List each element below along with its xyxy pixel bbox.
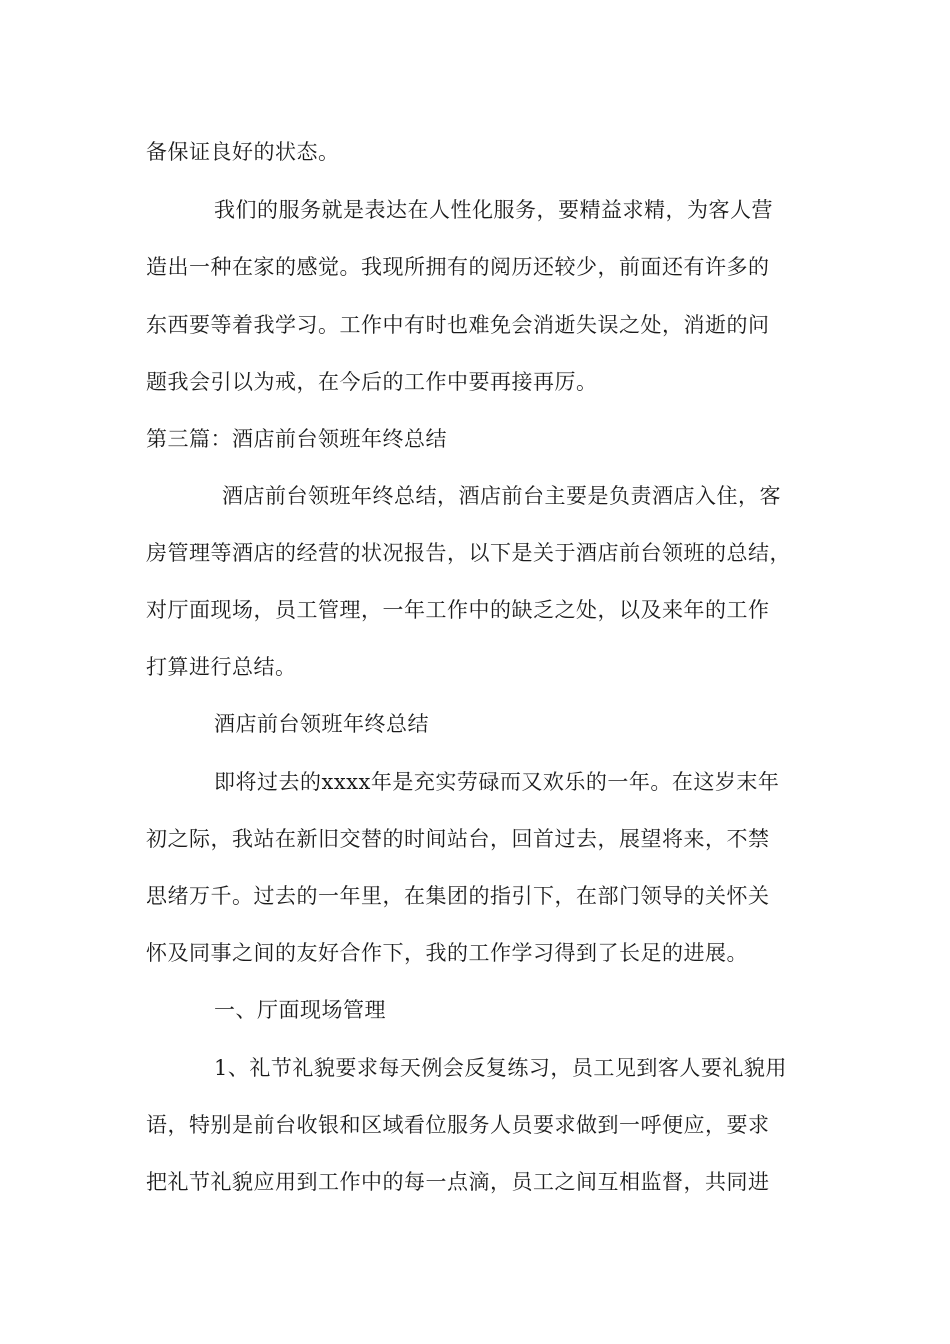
paragraph-start-line: 我们的服务就是表达在人性化服务，要精益求精，为客人营 (214, 198, 773, 222)
text-line: 打算进行总结。 (146, 655, 297, 679)
text-line: 思绪万千。过去的一年里，在集团的指引下，在部门领导的关怀关 (146, 884, 770, 908)
text-line: 东西要等着我学习。工作中有时也难免会消逝失误之处，消逝的问 (146, 313, 770, 337)
text-line: 题我会引以为戒，在今后的工作中要再接再厉。 (146, 370, 598, 394)
paragraph-start-line: 酒店前台领班年终总结，酒店前台主要是负责酒店入住，客 (222, 484, 781, 508)
text-line: 备保证良好的状态。 (146, 140, 340, 164)
text-line: 初之际，我站在新旧交替的时间站台，回首过去，展望将来，不禁 (146, 827, 770, 851)
text-line: 语，特别是前台收银和区域看位服务人员要求做到一呼便应，要求 (146, 1113, 770, 1137)
text-line: 把礼节礼貌应用到工作中的每一点滴，员工之间互相监督，共同进 (146, 1170, 770, 1194)
text-line: 怀及同事之间的友好合作下，我的工作学习得到了长足的进展。 (146, 941, 748, 965)
subsection-heading: 一、厅面现场管理 (214, 998, 386, 1022)
paragraph-start-line: 1、礼节礼貌要求每天例会反复练习，员工见到客人要礼貌用 (214, 1056, 787, 1080)
text-line: 对厅面现场，员工管理，一年工作中的缺乏之处，以及来年的工作 (146, 598, 770, 622)
paragraph-start-line: 即将过去的xxxx年是充实劳碌而又欢乐的一年。在这岁末年 (214, 770, 780, 794)
section-heading: 第三篇：酒店前台领班年终总结 (146, 427, 447, 451)
text-line: 房管理等酒店的经营的状况报告，以下是关于酒店前台领班的总结， (146, 541, 791, 565)
text-line: 造出一种在家的感觉。我现所拥有的阅历还较少，前面还有许多的 (146, 255, 770, 279)
subtitle-line: 酒店前台领班年终总结 (214, 712, 429, 736)
